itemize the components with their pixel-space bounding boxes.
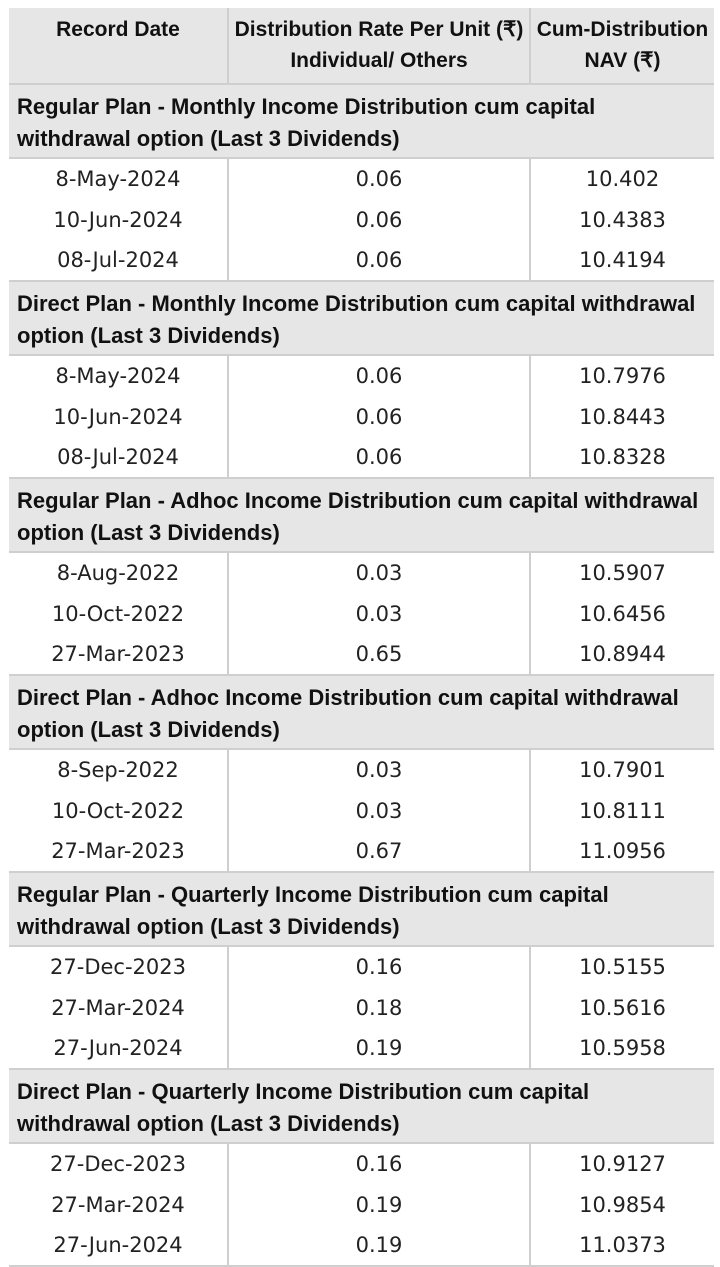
- nav-cell: 10.4194: [530, 240, 714, 281]
- table-body: [9, 84, 714, 1266]
- table-row: [9, 749, 714, 790]
- record-date-cell: 27-Mar-2024: [9, 1184, 228, 1225]
- table-row: [9, 946, 714, 987]
- nav-cell: 10.5155: [579, 955, 666, 979]
- record-date-cell: 8-May-2024: [9, 355, 228, 396]
- record-date-cell: 27-Mar-2023: [9, 634, 228, 675]
- record-date-cell: 8-Aug-2022: [9, 552, 228, 593]
- nav-cell: 11.0373: [530, 1225, 714, 1266]
- table-row: [9, 396, 714, 437]
- distribution-rate-cell: 0.06: [228, 199, 530, 240]
- header-cum-distribution-nav: [530, 8, 714, 84]
- nav-cell: 10.5958: [530, 1028, 714, 1069]
- nav-cell: 10.8443: [579, 404, 666, 429]
- nav-cell: 10.8944: [530, 634, 714, 675]
- section-header-row: [9, 84, 714, 158]
- distribution-rate-cell: 0.06: [228, 158, 530, 199]
- distribution-rate-cell: 0.16: [228, 946, 530, 987]
- nav-cell: 10.9127: [579, 1152, 666, 1176]
- section-header-row: [9, 478, 714, 552]
- record-date-cell: 10-Jun-2024: [9, 396, 228, 437]
- distribution-history-table-container: [9, 8, 714, 1267]
- nav-cell: 10.402: [585, 167, 660, 191]
- header-nav-sublabel: NAV (₹): [584, 49, 661, 72]
- table-row: [9, 790, 714, 831]
- nav-cell: 10.9854: [579, 1192, 666, 1217]
- distribution-rate-cell: 0.19: [228, 1184, 530, 1225]
- section-title: Regular Plan - Monthly Income Distribution cum capital withdrawal option (Last 3 Dividends): [9, 84, 714, 158]
- table-row: [9, 158, 714, 199]
- table-row: [9, 831, 714, 872]
- record-date-cell: 27-Mar-2024: [9, 987, 228, 1028]
- record-date-cell: 08-Jul-2024: [9, 437, 228, 478]
- nav-cell: 10.8328: [530, 437, 714, 478]
- table-row: [9, 437, 714, 478]
- section-title: Regular Plan - Quarterly Income Distribution cum capital withdrawal option (Last 3 Dividends): [9, 872, 714, 946]
- distribution-rate-cell: 0.06: [228, 437, 530, 478]
- distribution-history-table: [9, 8, 714, 1267]
- table-row: [9, 355, 714, 396]
- record-date-cell: 27-Mar-2023: [9, 831, 228, 872]
- record-date-cell: 27-Jun-2024: [9, 1028, 228, 1069]
- section-header-row: [9, 675, 714, 749]
- section-title: Regular Plan - Adhoc Income Distribution cum capital withdrawal option (Last 3 Dividends): [9, 478, 714, 552]
- table-row: [9, 987, 714, 1028]
- record-date-cell: 27-Dec-2023: [9, 946, 228, 987]
- header-distribution-rate-sublabel: Individual/ Others: [290, 49, 468, 72]
- distribution-rate-cell: 0.16: [228, 1143, 530, 1184]
- distribution-rate-cell: 0.06: [228, 396, 530, 437]
- record-date-cell: 10-Jun-2024: [9, 199, 228, 240]
- record-date-cell: 10-Oct-2022: [9, 790, 228, 831]
- record-date-cell: 08-Jul-2024: [9, 240, 228, 281]
- table-row: [9, 593, 714, 634]
- distribution-rate-cell: 0.03: [228, 552, 530, 593]
- table-row: [9, 240, 714, 281]
- table-row: [9, 199, 714, 240]
- nav-cell: 10.5907: [579, 561, 666, 585]
- nav-cell: 10.4383: [579, 207, 666, 232]
- distribution-rate-cell: 0.18: [228, 987, 530, 1028]
- section-title: Direct Plan - Quarterly Income Distribution cum capital withdrawal option (Last 3 Dividends): [9, 1069, 714, 1143]
- distribution-rate-cell: 0.65: [228, 634, 530, 675]
- header-record-date: [9, 8, 228, 84]
- distribution-rate-cell: 0.19: [228, 1225, 530, 1266]
- distribution-rate-cell: 0.03: [228, 593, 530, 634]
- header-record-date-label: Record Date: [56, 18, 180, 41]
- nav-cell: 10.6456: [579, 601, 666, 626]
- distribution-rate-cell: 0.67: [228, 831, 530, 872]
- table-row: [9, 1184, 714, 1225]
- section-title: Direct Plan - Monthly Income Distribution cum capital withdrawal option (Last 3 Dividends): [9, 281, 714, 355]
- table-row: [9, 1143, 714, 1184]
- table-row: [9, 634, 714, 675]
- table-row: [9, 1225, 714, 1266]
- section-header-row: [9, 1069, 714, 1143]
- section-title: Direct Plan - Adhoc Income Distribution cum capital withdrawal option (Last 3 Dividends): [9, 675, 714, 749]
- record-date-cell: 27-Dec-2023: [9, 1143, 228, 1184]
- section-header-row: [9, 281, 714, 355]
- section-header-row: [9, 872, 714, 946]
- table-row: [9, 1028, 714, 1069]
- header-nav-label: Cum-Distribution: [536, 18, 709, 41]
- distribution-rate-cell: 0.06: [228, 240, 530, 281]
- record-date-cell: 8-Sep-2022: [9, 749, 228, 790]
- distribution-rate-cell: 0.03: [228, 790, 530, 831]
- nav-cell: 10.5616: [579, 995, 666, 1020]
- record-date-cell: 10-Oct-2022: [9, 593, 228, 634]
- table-row: [9, 552, 714, 593]
- record-date-cell: 27-Jun-2024: [9, 1225, 228, 1266]
- nav-cell: 10.8111: [579, 798, 666, 823]
- table-header: [9, 8, 714, 84]
- nav-cell: 11.0956: [530, 831, 714, 872]
- nav-cell: 10.7901: [579, 758, 666, 782]
- distribution-rate-cell: 0.19: [228, 1028, 530, 1069]
- distribution-rate-cell: 0.03: [228, 749, 530, 790]
- nav-cell: 10.7976: [579, 364, 666, 388]
- header-row: [9, 8, 714, 84]
- header-distribution-rate-label: Distribution Rate Per Unit (₹): [234, 18, 524, 41]
- distribution-rate-cell: 0.06: [228, 355, 530, 396]
- record-date-cell: 8-May-2024: [9, 158, 228, 199]
- header-distribution-rate: [228, 8, 530, 84]
